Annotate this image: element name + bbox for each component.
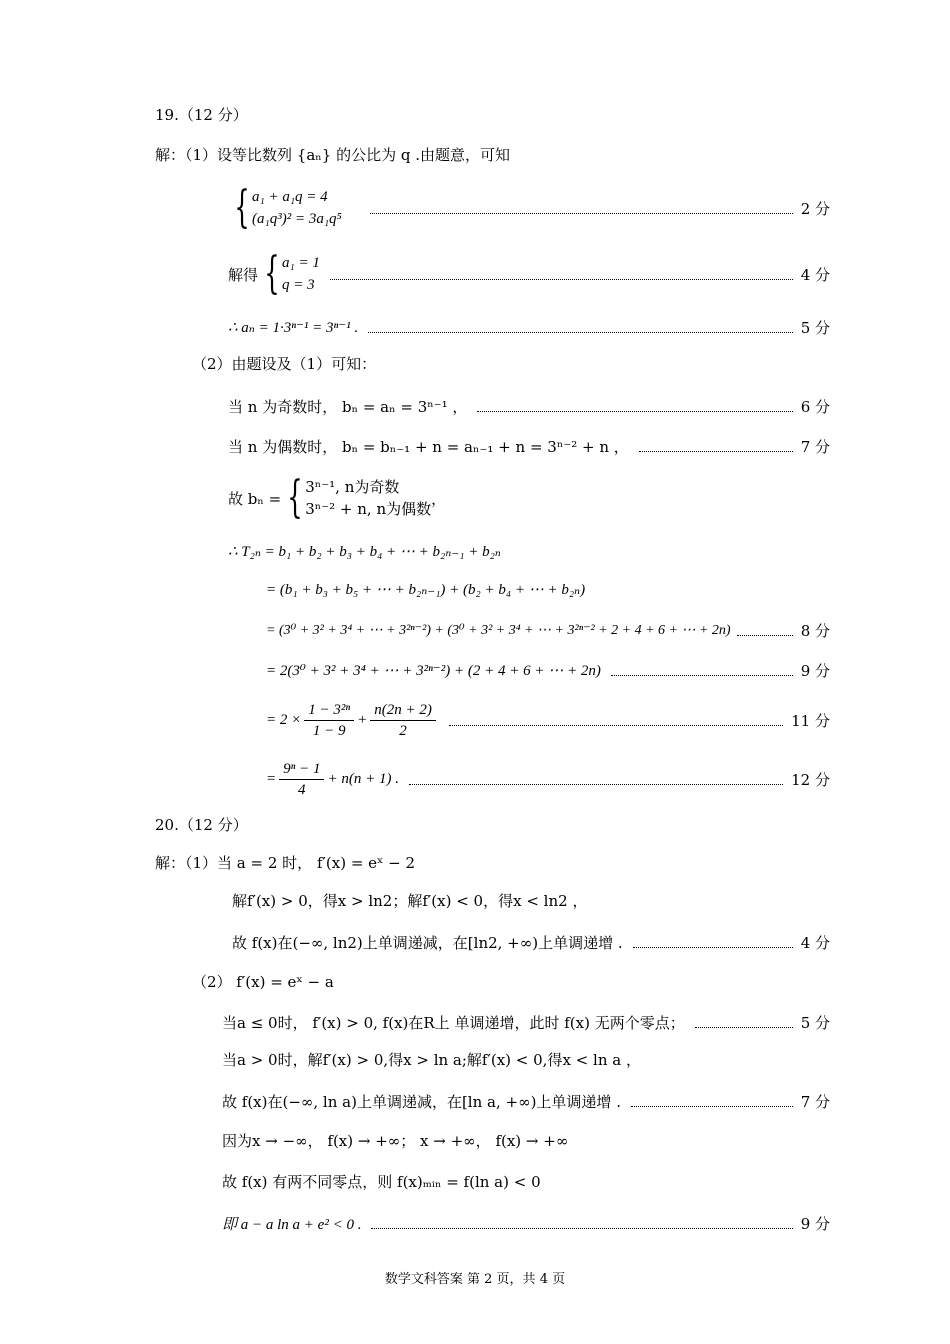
monotonic-text: 故 f(x)在(−∞, ln2)上单调递减，在[ln2, +∞)上单调递增 . [232, 933, 623, 952]
score: 11 分 [791, 711, 830, 730]
q20-inequality [222, 1212, 830, 1234]
leader-dots [639, 451, 793, 452]
q19-solve-system [228, 250, 830, 298]
score: 6 分 [800, 397, 830, 416]
plus: + [357, 711, 368, 728]
prefix: = 2 × [266, 711, 302, 728]
system-eq-2: (a₁q³)² = 3a₁q⁵ [252, 211, 342, 227]
leader-dots [370, 213, 793, 214]
denominator: 1 − 9 [312, 722, 346, 739]
monotonic-text: 故 f(x)在(−∞, ln a)上单调递减，在[ln a, +∞)上单调递增 . [222, 1092, 621, 1111]
leader-dots [477, 411, 792, 412]
q19-sum-line-4 [266, 659, 830, 681]
bn-even: 3ⁿ⁻² + n, n为偶数 [305, 500, 432, 518]
q19-intro: 解：（1）设等比数列 {aₙ} 的公比为 q .由题意，可知 [155, 146, 511, 164]
left-brace: { [234, 182, 250, 233]
q19-header: 19.（12 分） [155, 106, 248, 124]
formula: ∴ aₙ = 1·3ⁿ⁻¹ = 3ⁿ⁻¹ . [228, 319, 359, 336]
page-footer: 数学文科答案 第 2 页，共 4 页 [384, 1272, 566, 1287]
q20-case-2: 当a > 0时，解f′(x) > 0,得x > ln a;解f′(x) < 0,得x < ln a ， [222, 1051, 641, 1069]
numerator: 9ⁿ − 1 [279, 759, 324, 780]
q19-sum-line-5 [266, 698, 830, 742]
solve-label: 解得 [228, 265, 259, 284]
score: 8 分 [800, 621, 830, 640]
bn-label: 故 bₙ = [228, 489, 282, 508]
leader-dots [449, 725, 783, 726]
fraction-result [279, 759, 324, 800]
leader-dots [633, 947, 793, 948]
score: 5 分 [800, 318, 830, 337]
score: 7 分 [800, 1092, 830, 1111]
bn-tail: ， [431, 489, 447, 508]
q19-bn-piecewise [228, 474, 446, 522]
q19-sum-line-2: = (b₁ + b₃ + b₅ + ⋯ + b₂ₙ₋₁) + (b₂ + b₄ + ⋯ + b₂ₙ) [266, 582, 586, 598]
score: 4 分 [800, 265, 830, 284]
q20-part1: 解：（1）当 a = 2 时， f′(x) = eˣ − 2 [155, 854, 416, 872]
leader-dots [611, 675, 793, 676]
leader-dots [330, 279, 793, 280]
bn-odd: 3ⁿ⁻¹, n为奇数 [305, 478, 400, 496]
q19-sum-line-6 [266, 757, 830, 801]
q19-sum-line-1: ∴ T₂ₙ = b₁ + b₂ + b₃ + b₄ + ⋯ + b₂ₙ₋₁ + b₂ₙ [228, 544, 501, 560]
leader-dots [371, 1228, 792, 1229]
q20-limits: 因为x → −∞， f(x) → +∞； x → +∞， f(x) → +∞ [222, 1132, 569, 1150]
score: 2 分 [800, 199, 830, 218]
solution-q: q = 3 [282, 277, 315, 293]
q19-system-1 [228, 184, 830, 232]
denominator: 2 [399, 722, 407, 739]
numerator: n(2n + 2) [370, 700, 436, 721]
q19-an-formula [228, 316, 830, 338]
leader-dots [695, 1027, 793, 1028]
score: 7 分 [800, 437, 830, 456]
score: 5 分 [800, 1013, 830, 1032]
q19-even-case [228, 435, 830, 457]
fraction-geometric [304, 700, 354, 741]
left-brace: { [264, 248, 280, 299]
q19-odd-case [228, 395, 830, 417]
sum-expression: = 2(3⁰ + 3² + 3⁴ + ⋯ + 3²ⁿ⁻²) + (2 + 4 + 6 + ⋯ + 2n) [266, 662, 601, 679]
leader-dots [409, 784, 783, 785]
system-eq-1: a₁ + a₁q = 4 [252, 189, 328, 205]
leader-dots [737, 635, 793, 636]
score: 9 分 [800, 661, 830, 680]
q20-part1-monotonic [232, 931, 830, 953]
left-brace: { [287, 472, 303, 523]
solution-a1: a₁ = 1 [282, 255, 320, 271]
prefix: = [266, 770, 277, 787]
sum-expression: = (3⁰ + 3² + 3⁴ + ⋯ + 3²ⁿ⁻²) + (3⁰ + 3² + 3⁴ + ⋯ + 3²ⁿ⁻² + 2 + 4 + 6 + ⋯ + 2n) [266, 622, 731, 638]
q20-condition: 故 f(x) 有两不同零点，则 f(x)ₘᵢₙ = f(ln a) < 0 [222, 1173, 541, 1191]
q20-part2: （2） f′(x) = eˣ − a [192, 973, 334, 991]
denominator: 4 [298, 781, 306, 798]
fraction-arithmetic [370, 700, 436, 741]
case-text: 当a ≤ 0时， f′(x) > 0, f(x)在R上 单调递增，此时 f(x) 无两个零点； [222, 1013, 685, 1032]
q19-sum-line-3 [266, 619, 830, 641]
score: 9 分 [800, 1214, 830, 1233]
q20-part1-solve: 解f′(x) > 0，得x > ln2；解f′(x) < 0，得x < ln2 ， [232, 892, 588, 910]
score: 12 分 [791, 770, 830, 789]
odd-case-text: 当 n 为奇数时， bₙ = aₙ = 3ⁿ⁻¹ ， [228, 397, 468, 416]
q19-part2: （2）由题设及（1）可知： [192, 355, 377, 373]
q20-part2-monotonic [222, 1090, 830, 1112]
q20-header: 20.（12 分） [155, 816, 248, 834]
numerator: 1 − 3²ⁿ [304, 700, 354, 721]
leader-dots [631, 1106, 793, 1107]
even-case-text: 当 n 为偶数时， bₙ = bₙ₋₁ + n = aₙ₋₁ + n = 3ⁿ⁻² + n ， [228, 437, 629, 456]
score: 4 分 [800, 933, 830, 952]
leader-dots [368, 332, 793, 333]
inequality-text: 即 a − a ln a + e² < 0 . [222, 1216, 362, 1233]
q20-case-1 [222, 1011, 830, 1033]
suffix: + n(n + 1) . [327, 770, 399, 787]
